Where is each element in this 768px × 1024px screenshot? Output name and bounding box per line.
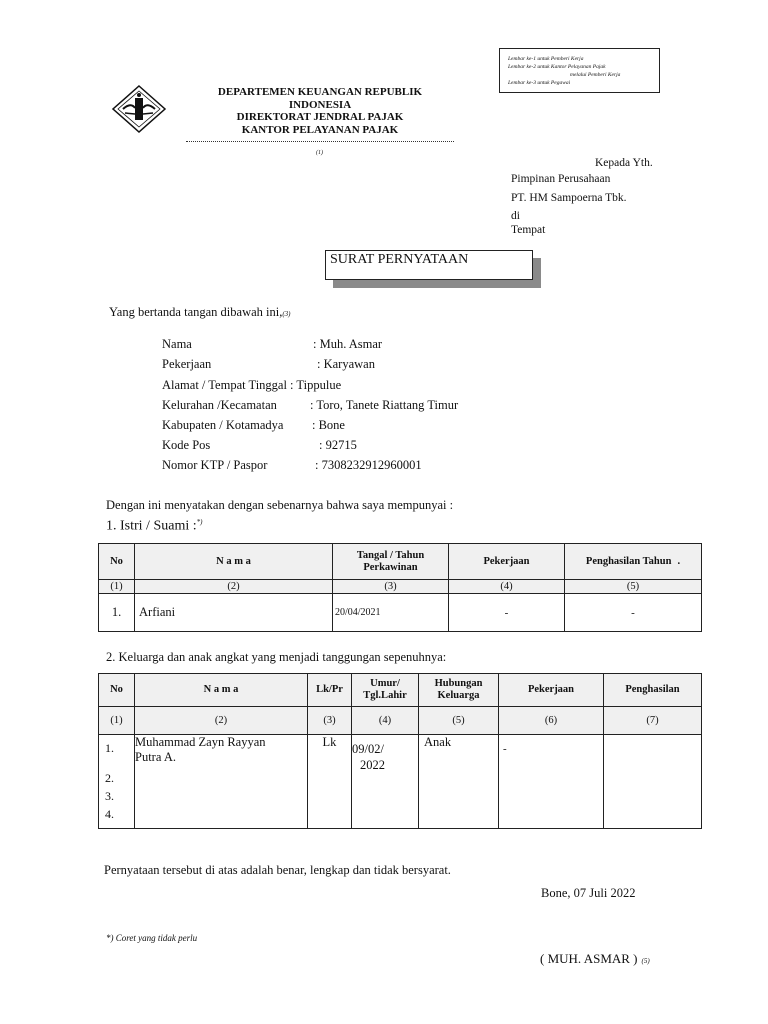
col-number: (5) [419, 707, 499, 735]
section-spouse-heading [106, 518, 202, 535]
field-label-kelurahan: Kelurahan /Kecamatan [162, 398, 277, 412]
col-number: (4) [352, 707, 419, 735]
table-number-row [99, 580, 702, 594]
family-table [98, 673, 702, 829]
header-note: (1) [316, 150, 323, 156]
dob-line: 09/02/ [352, 742, 384, 756]
letterhead-line: DIREKTORAT JENDRAL PAJAK [236, 111, 404, 123]
child-name-line: Muhammad Zayn Rayyan [135, 735, 266, 749]
intro-label: Yang bertanda tangan dibawah ini, [109, 305, 283, 319]
col-header-text: Penghasilan Tahun [585, 555, 672, 567]
cell-no-list [99, 735, 135, 829]
field-label-ktp: Nomor KTP / Paspor [162, 458, 268, 472]
field-value-kelurahan: : Toro, Tanete Riattang Timur [310, 398, 459, 412]
statement-text: Dengan ini menyatakan dengan sebenarnya bahwa saya mempunyai : [106, 498, 454, 512]
place-date: Bone, 07 Juli 2022 [541, 886, 636, 900]
col-number: (3) [333, 580, 449, 594]
row-number: 1. [105, 741, 114, 755]
document-title: SURAT PERNYATAAN [325, 250, 533, 280]
copies-line: Lembar ke-3 untuk Pegawai [508, 80, 571, 86]
dotted-divider [186, 141, 454, 142]
signature-block [540, 951, 650, 967]
section-spouse-label: 1. Istri / Suami : [106, 518, 197, 534]
row-number: 3. [105, 789, 114, 803]
col-header: Penghasilan [604, 674, 702, 707]
col-number: (1) [99, 707, 135, 735]
table-header-row [99, 674, 702, 707]
field-label-nama: Nama [162, 337, 192, 351]
letterhead-line: DEPARTEMEN KEUANGAN REPUBLIK [217, 86, 423, 98]
col-number: (2) [135, 707, 308, 735]
copies-distribution-box [499, 48, 660, 93]
copies-line: Lembar ke-1 untuk Pemberi Kerja [508, 56, 584, 62]
col-number: (4) [449, 580, 565, 594]
closing-text: Pernyataan tersebut di atas adalah benar, lengkap dan tidak bersyarat. [104, 863, 451, 877]
dob-line: 2022 [360, 758, 385, 772]
row-number: 4. [105, 807, 114, 821]
cell-income: - [565, 594, 702, 632]
footnote: *) Coret yang tidak perlu [106, 933, 198, 943]
cell-name [135, 735, 308, 829]
table-header-row [99, 544, 702, 580]
field-label-pekerjaan: Pekerjaan [162, 357, 212, 371]
addressee-line: di [511, 210, 520, 222]
field-value-ktp: : 7308232912960001 [315, 458, 422, 472]
signature-note: (5) [641, 957, 650, 965]
cell-sex: Lk [308, 735, 352, 829]
intro-note: (3) [282, 310, 291, 318]
cell-job: - [499, 735, 604, 829]
col-header: Lk/Pr [308, 674, 352, 707]
addressee-line: Tempat [511, 224, 546, 236]
field-value-kodepos: : 92715 [319, 438, 357, 452]
intro-text [109, 305, 291, 320]
section-spouse-note: *) [196, 518, 203, 526]
field-label-kodepos: Kode Pos [162, 438, 211, 452]
col-number: (7) [604, 707, 702, 735]
signature-name: ( MUH. ASMAR ) [540, 951, 638, 966]
field-value-kabupaten: : Bone [312, 418, 345, 432]
col-number: (1) [99, 580, 135, 594]
cell-no: 1. [99, 594, 135, 632]
addressee-greeting: Kepada Yth. [595, 157, 653, 169]
col-header: Pekerjaan [449, 544, 565, 580]
cell-name: Arfiani [135, 594, 333, 632]
copies-line: melalui Pemberi Kerja [570, 72, 621, 78]
col-number: (6) [499, 707, 604, 735]
spouse-table [98, 543, 702, 632]
col-header: Tangal / Tahun Perkawinan [333, 544, 449, 580]
cell-dob [352, 735, 419, 829]
letterhead-line: INDONESIA [288, 98, 352, 111]
copies-line: Lembar ke-2 untuk Kantor Pelayanan Pajak [508, 64, 606, 70]
col-header-tail: . [677, 555, 681, 567]
col-header: N a m a [135, 544, 333, 580]
cell-relation: Anak [419, 735, 499, 829]
table-row [99, 594, 702, 632]
col-header: N a m a [135, 674, 308, 707]
col-header: Hubungan Keluarga [419, 674, 499, 707]
section-family-heading: 2. Keluarga dan anak angkat yang menjadi tanggungan sepenuhnya: [106, 650, 447, 664]
addressee-line: PT. HM Sampoerna Tbk. [511, 192, 627, 204]
col-number: (3) [308, 707, 352, 735]
col-header: Umur/ Tgl.Lahir [352, 674, 419, 707]
letterhead-line: KANTOR PELAYANAN PAJAK [241, 123, 399, 136]
addressee-line: Pimpinan Perusahaan [511, 173, 611, 185]
col-header: Pekerjaan [499, 674, 604, 707]
col-header: No [99, 544, 135, 580]
cell-income [604, 735, 702, 829]
col-number: (2) [135, 580, 333, 594]
field-value-pekerjaan: : Karyawan [317, 357, 375, 371]
table-number-row [99, 707, 702, 735]
col-number: (5) [565, 580, 702, 594]
col-header: No [99, 674, 135, 707]
col-header [565, 544, 702, 580]
child-name-line: Putra A. [135, 750, 176, 764]
field-value-nama: : Muh. Asmar [313, 337, 383, 351]
cell-job: - [449, 594, 565, 632]
row-number: 2. [105, 771, 114, 785]
table-row [99, 735, 702, 829]
field-label-kabupaten: Kabupaten / Kotamadya [162, 418, 284, 432]
ministry-emblem-icon [109, 84, 169, 134]
cell-date: 20/04/2021 [333, 594, 449, 632]
letterhead [190, 86, 450, 136]
field-alamat: Alamat / Tempat Tinggal : Tippulue [162, 378, 342, 392]
